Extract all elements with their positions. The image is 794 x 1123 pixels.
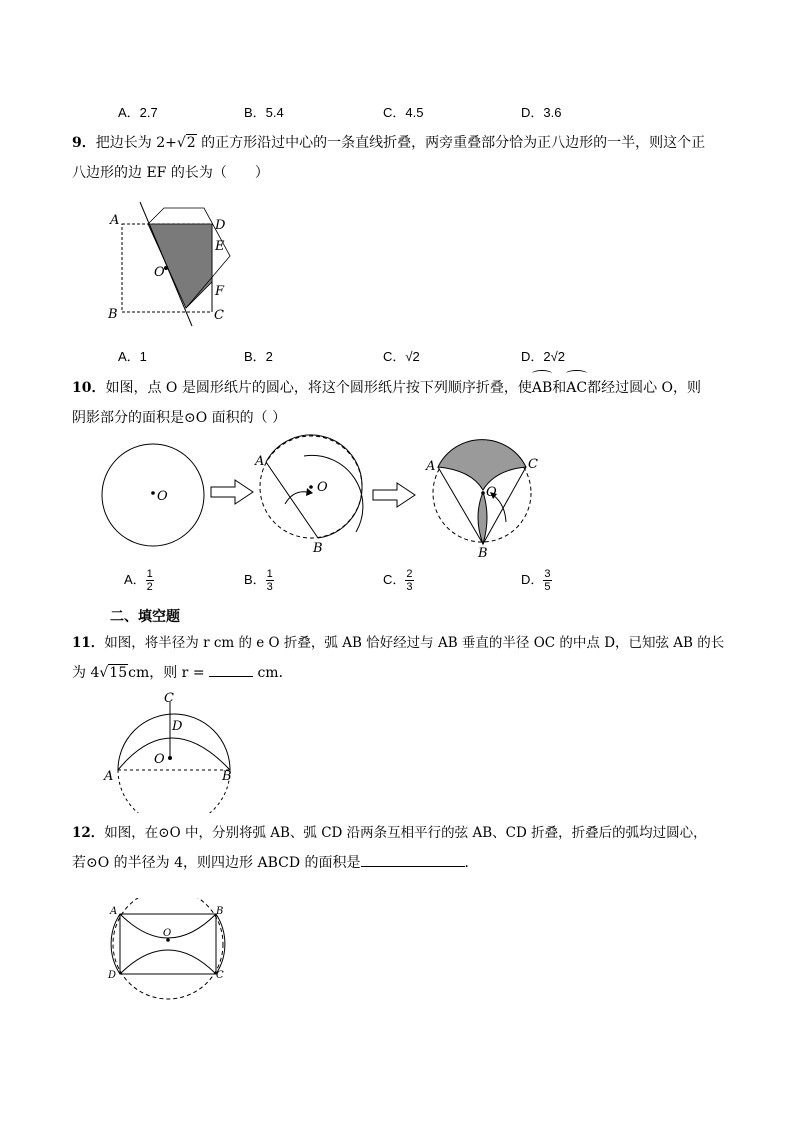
q10-circle-2-arc [266,435,362,538]
q9-label-d: D [215,218,226,233]
q10-center-2 [309,485,313,489]
q8-option-b[interactable]: B．5.4 [244,105,284,120]
arc-ac-symbol: AC [566,373,587,403]
q10-label-o-3: O [486,485,497,500]
q11-figure [100,688,240,813]
q10-center-3 [481,491,485,495]
q12-figure [104,898,234,1003]
q12-text-line2: 若⊙O 的半径为 4，则四边形 ABCD 的面积是 ． [72,855,479,871]
q10-chord-ab-2 [266,462,318,538]
q12-folded-arc-cd [120,950,216,974]
q11-label-a: A [104,769,114,784]
q10-option-c[interactable]: C． $\frac{2}{3}$ [383,568,413,593]
q10-label-b-3: B [478,546,488,561]
q10-label-b-2: B [313,541,323,556]
q10-figure [95,432,545,562]
q12-right-arc [216,914,225,974]
q12-label-c: C [216,970,224,981]
q9-option-b[interactable]: B．2 [244,349,273,364]
q12-label-a: A [110,906,118,917]
q9-text-line1: 9．把边长为 2+√2 的正方形沿过中心的一条直线折叠，两旁重叠部分恰为正八边形的一半，则这个正 [72,135,706,151]
q11-label-c: C [164,691,174,706]
q10-option-a[interactable]: A． $\frac{1}{2}$ [124,568,153,593]
q10-label-o-2: O [317,480,328,495]
q8-option-a[interactable]: A．2.7 [118,105,158,120]
q10-label-a-2: A [255,454,265,469]
section-title-fill-in: 二、填空题 [110,609,180,625]
q11-folded-arc [118,738,230,770]
q9-label-o: O [154,265,165,280]
q9-option-a[interactable]: A．1 [118,349,147,364]
q11-label-b: B [222,769,232,784]
q10-center-1 [151,491,155,495]
q11-lower-arc-dashed [118,770,230,813]
q11-label-d: D [172,719,183,734]
q10-folded-arc-2 [304,455,363,532]
q10-label-o-1: O [157,489,168,504]
q8-option-d[interactable]: D．3.6 [521,105,562,120]
q10-arrow-2 [373,483,415,507]
q9-label-b: B [108,307,118,322]
q10-label-a-3: A [426,459,436,474]
q12-quadrilateral [120,914,216,974]
q11-text-line1: 11．如图，将半径为 r cm 的 e O 折叠，弧 AB 恰好经过与 AB 垂直的半径 OC 的中点 D，已知弦 AB 的长 [72,635,725,651]
q12-circle-dashed [113,898,223,999]
q9-label-c: C [214,308,224,323]
q9-label-a: A [110,213,120,228]
q10-arrow-1 [211,480,253,504]
q10-label-c-3: C [528,457,538,472]
q12-answer-blank[interactable] [361,866,465,867]
q10-fold-arrow-2 [285,492,307,504]
q11-label-o: O [154,752,165,767]
q9-figure [100,198,240,333]
q10-option-d[interactable]: D． $\frac{3}{5}$ [521,568,551,593]
q9-option-c[interactable]: C．√2 [383,349,420,364]
q9-label-f: F [215,284,225,299]
q11-text-line2: 为 4√15cm，则 r = cm． [72,665,293,681]
q12-label-d: D [108,970,117,981]
q10-shaded-top [438,440,526,490]
q8-option-c[interactable]: C．4.5 [383,105,424,120]
q10-text-line1: 10．如图，点 O 是圆形纸片的圆心，将这个圆形纸片按下列顺序折叠，使AB和AC都经过圆心 O，则 [72,373,701,403]
q10-text-line2: 阴影部分的面积是⊙O 面积的（ ） [72,410,287,426]
q12-text-line1: 12．如图，在⊙O 中，分别将弧 AB、弧 CD 沿两条互相平行的弦 AB、CD 折叠，折叠后的弧均过圆心， [72,825,707,841]
q11-answer-blank[interactable] [209,676,253,677]
q11-center [168,756,172,760]
q9-option-d[interactable]: D．2√2 [521,349,565,364]
q12-left-arc [111,914,120,974]
arc-ab-symbol: AB [532,373,552,403]
q12-label-o: O [163,928,172,939]
q9-label-e: E [215,239,225,254]
q9-text-line2: 八边形的边 EF 的长为（ ） [72,165,269,181]
q10-option-b[interactable]: B． $\frac{1}{3}$ [244,568,273,593]
q12-label-b: B [216,906,224,917]
q10-circle-1 [102,444,204,546]
